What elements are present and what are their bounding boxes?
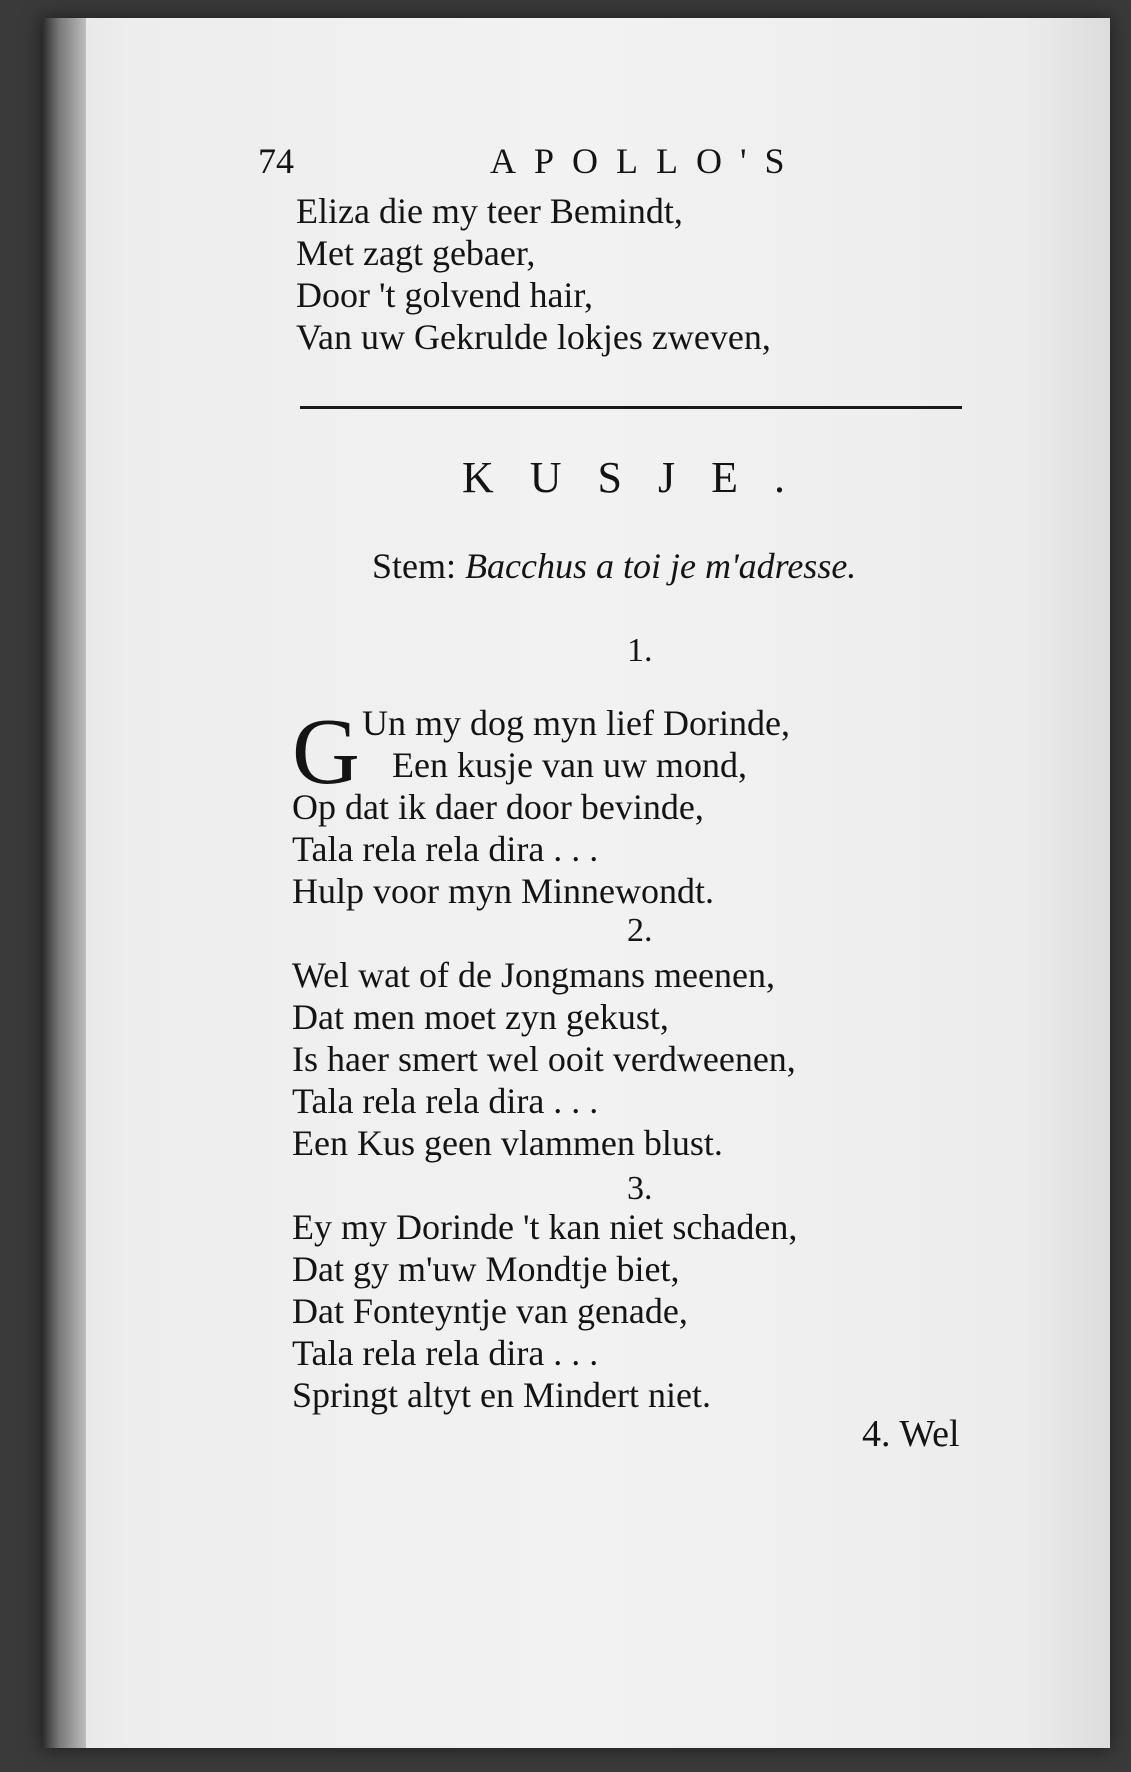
tune-indication	[372, 545, 856, 587]
page-number: 74	[258, 141, 294, 181]
verse-line: Un my dog myn lief Dorinde,	[362, 703, 790, 743]
verse-line: Tala rela rela dira . . .	[292, 1081, 599, 1121]
drop-cap: G	[292, 700, 360, 804]
page-spine-shadow	[42, 18, 86, 1748]
verse-line: Hulp voor myn Minnewondt.	[292, 871, 714, 911]
catchword: 4. Wel	[862, 1413, 960, 1455]
running-title: APOLLO'S	[490, 141, 803, 181]
verse-line: Dat gy m'uw Mondtje biet,	[292, 1249, 680, 1289]
verse-line: Dat Fonteyntje van genade,	[292, 1291, 688, 1331]
verse-line: Tala rela rela dira . . .	[292, 1333, 599, 1373]
verse-line: Wel wat of de Jongmans meenen,	[292, 955, 775, 995]
prev-line: Eliza die my teer Bemindt,	[296, 191, 683, 231]
verse-line: Springt altyt en Mindert niet.	[292, 1375, 711, 1415]
prev-line: Met zagt gebaer,	[296, 233, 536, 273]
verse-line: Ey my Dorinde 't kan niet schaden,	[292, 1207, 798, 1247]
verse-line: Op dat ik daer door bevinde,	[292, 787, 704, 827]
prev-line: Van uw Gekrulde lokjes zweven,	[296, 317, 771, 357]
section-rule	[300, 406, 962, 409]
verse-line: Tala rela rela dira . . .	[292, 829, 599, 869]
stem-tune: Bacchus a toi je m'adresse.	[465, 546, 857, 586]
verse-line: Een Kus geen vlammen blust.	[292, 1123, 723, 1163]
verse-line: Is haer smert wel ooit verdweenen,	[292, 1039, 796, 1079]
stanza-number: 2.	[627, 912, 653, 949]
stem-label: Stem:	[372, 546, 457, 586]
verse-line: Een kusje van uw mond,	[392, 745, 747, 785]
song-title: KUSJE.	[462, 453, 822, 502]
stanza-number: 1.	[627, 632, 653, 669]
verse-line: Dat men moet zyn gekust,	[292, 997, 669, 1037]
prev-line: Door 't golvend hair,	[296, 275, 593, 315]
stanza-number: 3.	[627, 1170, 653, 1207]
